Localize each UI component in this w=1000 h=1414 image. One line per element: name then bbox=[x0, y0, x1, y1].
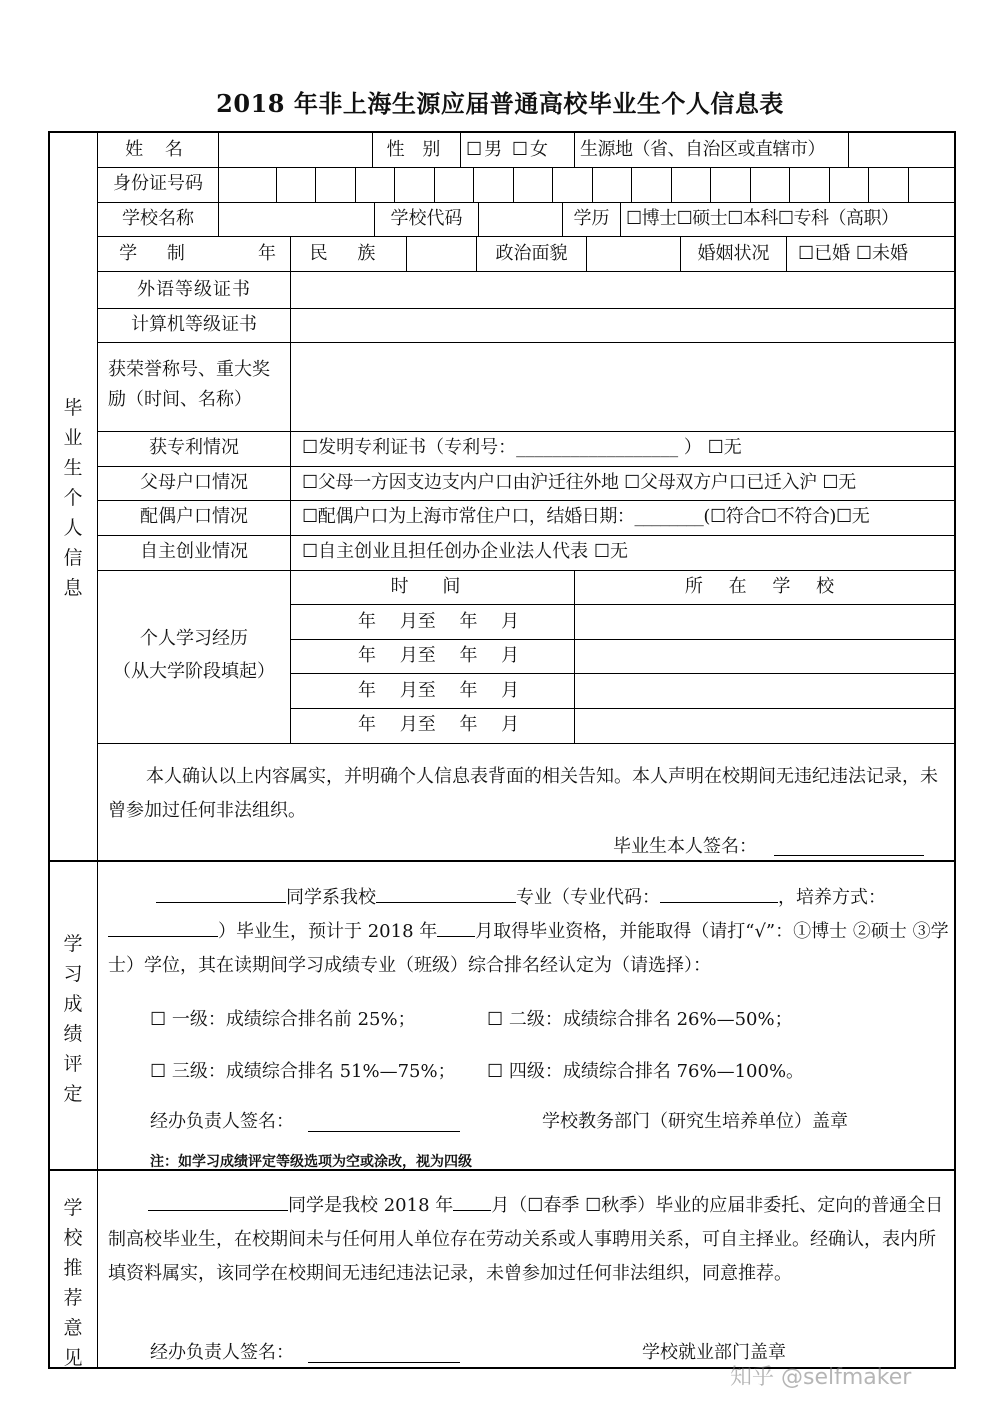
marital-options[interactable]: ☐已婚 ☐未婚 bbox=[798, 243, 908, 264]
grades-handler-label: 经办负责人签名： bbox=[150, 1111, 294, 1132]
section-label-personal: 毕业生个人信息 bbox=[63, 397, 83, 599]
gender-options[interactable]: ☐男 ☐女 bbox=[466, 139, 550, 160]
ethnicity-label: 民 族 bbox=[309, 243, 388, 264]
id-digit-boxes[interactable] bbox=[219, 168, 954, 202]
duration-label: 学 制 bbox=[119, 243, 197, 264]
graduate-signature-label: 毕业生本人签名： bbox=[613, 836, 757, 857]
foreign-language-label: 外语等级证书 bbox=[137, 279, 251, 300]
patent-options[interactable]: ☐发明专利证书（专利号：__________________ ） ☐无 bbox=[302, 437, 742, 458]
political-label: 政治面貌 bbox=[495, 243, 568, 264]
info-form bbox=[48, 131, 956, 1369]
spouse-hukou-label: 配偶户口情况 bbox=[140, 506, 248, 527]
academic-dept-stamp-label: 学校教务部门（研究生培养单位）盖章 bbox=[542, 1111, 848, 1132]
startup-label: 自主创业情况 bbox=[140, 541, 248, 562]
recommend-paragraph bbox=[108, 1189, 952, 1291]
grades-text-a: 同学系我校 bbox=[286, 887, 376, 908]
gender-label: 性 别 bbox=[386, 139, 447, 160]
recommend-text-b: 月（☐春季 ☐秋季）毕业的应届非委托、定向的普通全日制高校毕业生，在校期间未与任何用人单位存在劳动关系或人事聘用关系，可自主择业。经确认，表内所填资料属实，该同学在校期间无违纪违法记录，未曾参加过任何非法组织，同意推荐。 bbox=[108, 1195, 944, 1284]
section-label-recommend: 学校推荐意见 bbox=[63, 1197, 83, 1369]
employment-dept-stamp-label: 学校就业部门盖章 bbox=[642, 1342, 786, 1363]
name-field[interactable] bbox=[219, 133, 372, 167]
origin-field[interactable] bbox=[849, 133, 954, 167]
major-code-blank[interactable] bbox=[660, 882, 778, 903]
recommend-month-blank[interactable] bbox=[453, 1190, 491, 1211]
grades-paragraph bbox=[108, 881, 952, 983]
divider-grades bbox=[50, 860, 954, 862]
grades-handler-signature-line[interactable] bbox=[308, 1111, 460, 1132]
computer-cert-label: 计算机等级证书 bbox=[131, 314, 257, 335]
origin-label: 生源地（省、自治区或直辖市） bbox=[580, 139, 825, 160]
computer-cert-field[interactable] bbox=[291, 309, 954, 342]
marital-label: 婚姻状况 bbox=[697, 243, 770, 264]
study-history-sublabel: （从大学阶段填起） bbox=[113, 661, 275, 682]
recommend-name-blank[interactable] bbox=[148, 1190, 288, 1211]
study-school-header: 所 在 学 校 bbox=[684, 576, 845, 597]
id-label: 身份证号码 bbox=[113, 173, 203, 194]
training-mode-blank[interactable] bbox=[108, 916, 218, 937]
grades-text-d: ）毕业生，预计于 2018 年 bbox=[218, 921, 438, 942]
spouse-hukou-options[interactable]: ☐配偶户口为上海市常住户口，结婚日期：________(☐符合☐不符合)☐无 bbox=[302, 506, 870, 527]
study-row-time[interactable]: 年 月至 年 月 bbox=[358, 645, 520, 666]
startup-options[interactable]: ☐自主创业且担任创办企业法人代表 ☐无 bbox=[302, 541, 628, 562]
month-blank[interactable] bbox=[437, 916, 475, 937]
recommend-text-a: 同学是我校 2018 年 bbox=[288, 1195, 454, 1216]
declaration-text: 本人确认以上内容属实，并明确个人信息表背面的相关告知。本人声明在校期间无违纪违法记录，未曾参加过任何非法组织。 bbox=[108, 766, 938, 821]
patent-label: 获专利情况 bbox=[149, 437, 239, 458]
honors-label: 获荣誉称号、重大奖励（时间、名称） bbox=[108, 359, 270, 410]
grades-note: 注：如学习成绩评定等级选项为空或涂改，视为四级 bbox=[150, 1154, 472, 1170]
grade-level-2[interactable]: ☐ 二级：成绩综合排名 26%—50%； bbox=[487, 1009, 793, 1030]
school-name-field[interactable] bbox=[219, 203, 374, 236]
school-name-label: 学校名称 bbox=[122, 208, 194, 229]
study-row-time[interactable]: 年 月至 年 月 bbox=[358, 680, 520, 701]
grade-level-1[interactable]: ☐ 一级：成绩综合排名前 25%； bbox=[150, 1009, 416, 1030]
grade-level-4[interactable]: ☐ 四级：成绩综合排名 76%—100%。 bbox=[487, 1061, 805, 1082]
grades-text-e: 月取得毕业资格，并能取得（请打“√”：①博士 ②硕士 ③学士）学位，其在读期间学习成绩专业（班级）综合排名经认定为（请选择）： bbox=[108, 921, 949, 976]
section-label-grades: 学习成绩评定 bbox=[63, 933, 83, 1105]
school-code-label: 学校代码 bbox=[390, 208, 463, 229]
grades-text-c: ，培养方式： bbox=[778, 887, 886, 908]
degree-options[interactable]: ☐博士☐硕士☐本科☐专科（高职） bbox=[626, 208, 899, 229]
parents-hukou-options[interactable]: ☐父母一方因支边支内户口由沪迁往外地 ☐父母双方户口已迁入沪 ☐无 bbox=[302, 472, 856, 493]
study-row-time[interactable]: 年 月至 年 月 bbox=[358, 714, 520, 735]
major-blank[interactable] bbox=[376, 882, 516, 903]
duration-year-unit: 年 bbox=[258, 243, 276, 264]
watermark: 知乎 @selfmaker bbox=[730, 1365, 912, 1390]
recommend-handler-signature-line[interactable] bbox=[308, 1342, 460, 1363]
grade-level-3[interactable]: ☐ 三级：成绩综合排名 51%—75%； bbox=[150, 1061, 456, 1082]
name-label: 姓 名 bbox=[125, 139, 191, 160]
study-history-label: 个人学习经历 bbox=[140, 628, 248, 649]
study-time-header: 时 间 bbox=[390, 576, 475, 597]
student-name-blank[interactable] bbox=[156, 882, 286, 903]
form-title: 2018 年非上海生源应届普通高校毕业生个人信息表 bbox=[216, 89, 784, 118]
parents-hukou-label: 父母户口情况 bbox=[140, 472, 248, 493]
recommend-handler-label: 经办负责人签名： bbox=[150, 1342, 294, 1363]
honors-field[interactable] bbox=[291, 343, 954, 431]
grades-text-b: 专业（专业代码： bbox=[516, 887, 660, 908]
graduate-signature-line[interactable] bbox=[774, 835, 924, 856]
study-row-time[interactable]: 年 月至 年 月 bbox=[358, 611, 520, 632]
degree-label: 学历 bbox=[573, 208, 610, 229]
